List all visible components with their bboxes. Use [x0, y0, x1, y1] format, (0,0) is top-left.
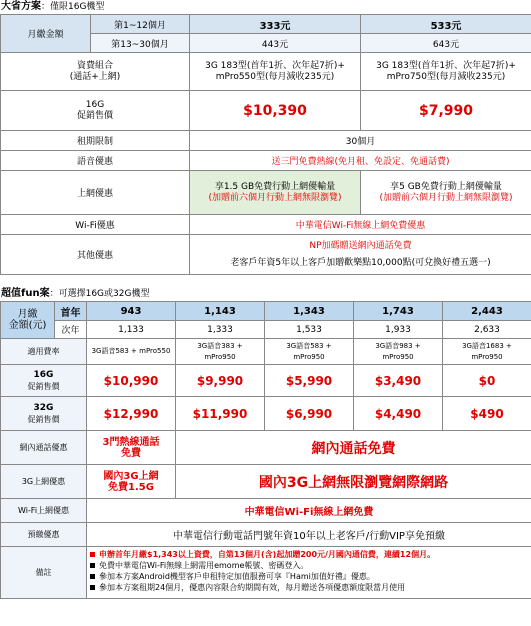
- plan1-title: [0, 0, 531, 14]
- plan2-p16-3: $3,490: [354, 365, 443, 397]
- plan2-data-rest: 國內3G上網無限瀏覽網際網路: [176, 465, 531, 499]
- plan2-data-first-l2: 免費1.5G: [108, 481, 154, 493]
- plan2-p32-3: $4,490: [354, 397, 443, 431]
- plan2-subtitle: ：可選擇16G或32G機型: [49, 289, 150, 299]
- plan2-title: [0, 287, 531, 301]
- plan2-data-label: 3G上網優惠: [1, 465, 87, 499]
- plan2-fee2-4: 2,633: [443, 321, 531, 339]
- plan1-combo-b: [361, 53, 531, 91]
- plan2-fee-label-l2: 金額(元): [8, 320, 47, 331]
- plan2-data-first-l1: 國內3G上網: [103, 470, 159, 482]
- plan1-price-label-l2: 促銷售價: [76, 110, 113, 121]
- plan2-net-label: 網內通話優惠: [1, 431, 87, 465]
- plan1-fee-b1: 533元: [361, 15, 531, 34]
- plan1-combo-b-l1: 3G 183型(首年1折、次年起7折)+: [376, 60, 516, 71]
- plan2-p16-2: $5,990: [265, 365, 354, 397]
- plan2-fee2-2: 1,533: [265, 321, 354, 339]
- bullet-icon: [90, 585, 95, 590]
- plan2-fee1-1: 1,143: [176, 302, 265, 321]
- plan1-price-a: $10,390: [190, 91, 361, 131]
- plan1-data-b: [361, 171, 531, 215]
- note-item: [89, 549, 531, 560]
- plan2-p32-label: [1, 397, 87, 431]
- plan2-p16-1: $9,990: [176, 365, 265, 397]
- plan1-combo-label-l1: 資費組合: [76, 60, 113, 71]
- plan2-p16-label-l1: 16G: [33, 369, 54, 380]
- plan2-data-first: [87, 465, 176, 499]
- plan1-combo-a-l1: 3G 183型(首年1折、次年起7折)+: [205, 60, 345, 71]
- plan2-rate-4-l2: mPro950: [471, 352, 503, 361]
- plan2-wifi-value: 中華電信Wi-Fi無線上網免費: [87, 499, 531, 523]
- plan2-rate-4-l1: 3G語音1683 +: [462, 341, 512, 350]
- plan1-combo-b-l2: mPro750型(每月減收235元): [386, 71, 506, 82]
- plan1-data-label: 上網優惠: [1, 171, 190, 215]
- plan2-table: [0, 301, 531, 599]
- plan2-rate-3-l1: 3G語音983 +: [375, 341, 421, 350]
- note-item: [89, 560, 531, 571]
- plan2-rate-label: 適用費率: [1, 339, 87, 365]
- plan2-p32-4: $490: [443, 397, 531, 431]
- plan1-wifi-label: Wi-Fi優惠: [1, 215, 190, 235]
- plan2-vip-value: 中華電信行動電話門號年資10年以上老客戶/行動VIP享免預繳: [87, 523, 531, 547]
- plan1-fee-a1: 333元: [190, 15, 361, 34]
- plan2-net-first-l2: 免費: [121, 447, 141, 459]
- plan2-rate-0: [87, 339, 176, 365]
- note-text: 免費中華電信Wi-Fi無線上網需用emome帳號、密碼登入。: [99, 561, 309, 570]
- plan2-net-first: [87, 431, 176, 465]
- plan1-lease-value: 30個月: [190, 131, 531, 151]
- plan2-rate-3-l2: mPro950: [382, 352, 414, 361]
- section-gap: [0, 275, 531, 287]
- plan2-rate-2: [265, 339, 354, 365]
- plan1-voice-value: 送三門免費熱線(免月租、免設定、免通話費): [190, 151, 531, 171]
- plan1-months-2: 第13~30個月: [91, 34, 190, 53]
- plan1-data-a-l1: 享1.5 GB免費行動上網優輸量: [214, 181, 336, 192]
- plan2-rate-1-l2: mPro950: [204, 352, 236, 361]
- plan2-name: 超值fun案: [1, 288, 50, 299]
- plan2-p16-label: [1, 365, 87, 397]
- plan2-p16-4: $0: [443, 365, 531, 397]
- plan2-year2-label: 次年: [55, 321, 87, 339]
- plan1-fee-label: 月繳金額: [1, 15, 91, 53]
- note-text: 申辦首年月繳$1,343以上資費，自第13個月(含)起加贈200元/月國內通信費，連續12個月。: [99, 550, 436, 559]
- plan2-fee1-2: 1,343: [265, 302, 354, 321]
- note-item: [89, 582, 531, 593]
- plan1-months-1: 第1~12個月: [91, 15, 190, 34]
- plan2-p32-2: $6,990: [265, 397, 354, 431]
- plan1-data-a-l2: (加贈前六個月行動上網無限瀏覽): [208, 192, 342, 203]
- plan1-data-b-l2: (加贈前六個月行動上網無限瀏覽): [379, 192, 513, 203]
- plan2-rate-1-l1: 3G語音383 +: [197, 341, 243, 350]
- plan2-p32-label-l1: 32G: [33, 402, 54, 413]
- plan2-p32-label-l2: 促銷售價: [27, 414, 60, 424]
- plan2-fee-label-l1: 月繳: [17, 309, 38, 320]
- plan1-fee-a2: 443元: [190, 34, 361, 53]
- plan2-p32-0: $12,990: [87, 397, 176, 431]
- plan2-fee1-0: 943: [87, 302, 176, 321]
- plan1-price-label: [1, 91, 190, 131]
- plan2-wifi-label: Wi-Fi上網優惠: [1, 499, 87, 523]
- plan2-notes: [87, 547, 531, 599]
- plan1-other-label: 其他優惠: [1, 235, 190, 275]
- plan1-other-l1: NP加碼贈送網內通話免費: [309, 240, 412, 251]
- plan2-rate-0-l1: 3G語音583 + mPro550: [91, 347, 171, 355]
- plan2-vip-label: 預繳優惠: [1, 523, 87, 547]
- plan1-combo-label-l2: (通話+上網): [69, 71, 121, 82]
- plan2-net-rest: 網內通話免費: [176, 431, 531, 465]
- bullet-icon: [90, 574, 95, 579]
- plan1-subtitle: ：僅限16G機型: [41, 2, 105, 12]
- plan2-p16-0: $10,990: [87, 365, 176, 397]
- bullet-icon: [90, 563, 95, 568]
- plan2-rate-4: [443, 339, 531, 365]
- plan1-fee-b2: 643元: [361, 34, 531, 53]
- plan1-table: [0, 14, 531, 275]
- plan2-rate-3: [354, 339, 443, 365]
- plan2-fee1-3: 1,743: [354, 302, 443, 321]
- plan2-rate-2-l2: mPro950: [293, 352, 325, 361]
- plan1-other-l2: 老客戶年資5年以上客戶加贈歡樂點10,000點(可兌換好禮五選一): [230, 257, 491, 268]
- plan1-wifi-value: 中華電信Wi-Fi無線上網免費優惠: [190, 215, 531, 235]
- plan1-combo-a-l2: mPro550型(每月減收235元): [215, 71, 335, 82]
- plan2-year1-label: 首年: [55, 302, 87, 321]
- plan1-voice-label: 語音優惠: [1, 151, 190, 171]
- plan1-other-value: [190, 235, 531, 275]
- plan1-data-a: [190, 171, 361, 215]
- plan2-fee2-3: 1,933: [354, 321, 443, 339]
- plan2-fee-label: [1, 302, 55, 339]
- note-text: 參加本方案Android機型客戶申租特定加值服務可享『Hami加值好禮』優惠。: [99, 572, 375, 581]
- bullet-icon: [90, 552, 95, 557]
- plan2-p16-label-l2: 促銷售價: [27, 381, 60, 391]
- plan1-combo-label: [1, 53, 190, 91]
- plan2-p32-1: $11,990: [176, 397, 265, 431]
- note-item: [89, 571, 531, 582]
- plan1-price-b: $7,990: [361, 91, 531, 131]
- plan1-data-b-l1: 享5 GB免費行動上網優輸量: [390, 181, 502, 192]
- plan1-lease-label: 租期限制: [1, 131, 190, 151]
- plan2-rate-1: [176, 339, 265, 365]
- plan1-combo-a: [190, 53, 361, 91]
- note-text: 參加本方案租期24個月，優惠內容限合約期間有效，每月贈送各項優惠額度限當月使用: [99, 583, 406, 592]
- plan2-note-label: 備註: [1, 547, 87, 599]
- plan2-fee2-1: 1,333: [176, 321, 265, 339]
- plan2-fee2-0: 1,133: [87, 321, 176, 339]
- plan2-rate-2-l1: 3G語音583 +: [286, 341, 332, 350]
- plan2-net-first-l1: 3門熱線通話: [102, 436, 160, 448]
- plan1-price-label-l1: 16G: [85, 99, 105, 110]
- plan2-fee1-4: 2,443: [443, 302, 531, 321]
- plan1-name: 大省方案: [1, 1, 41, 12]
